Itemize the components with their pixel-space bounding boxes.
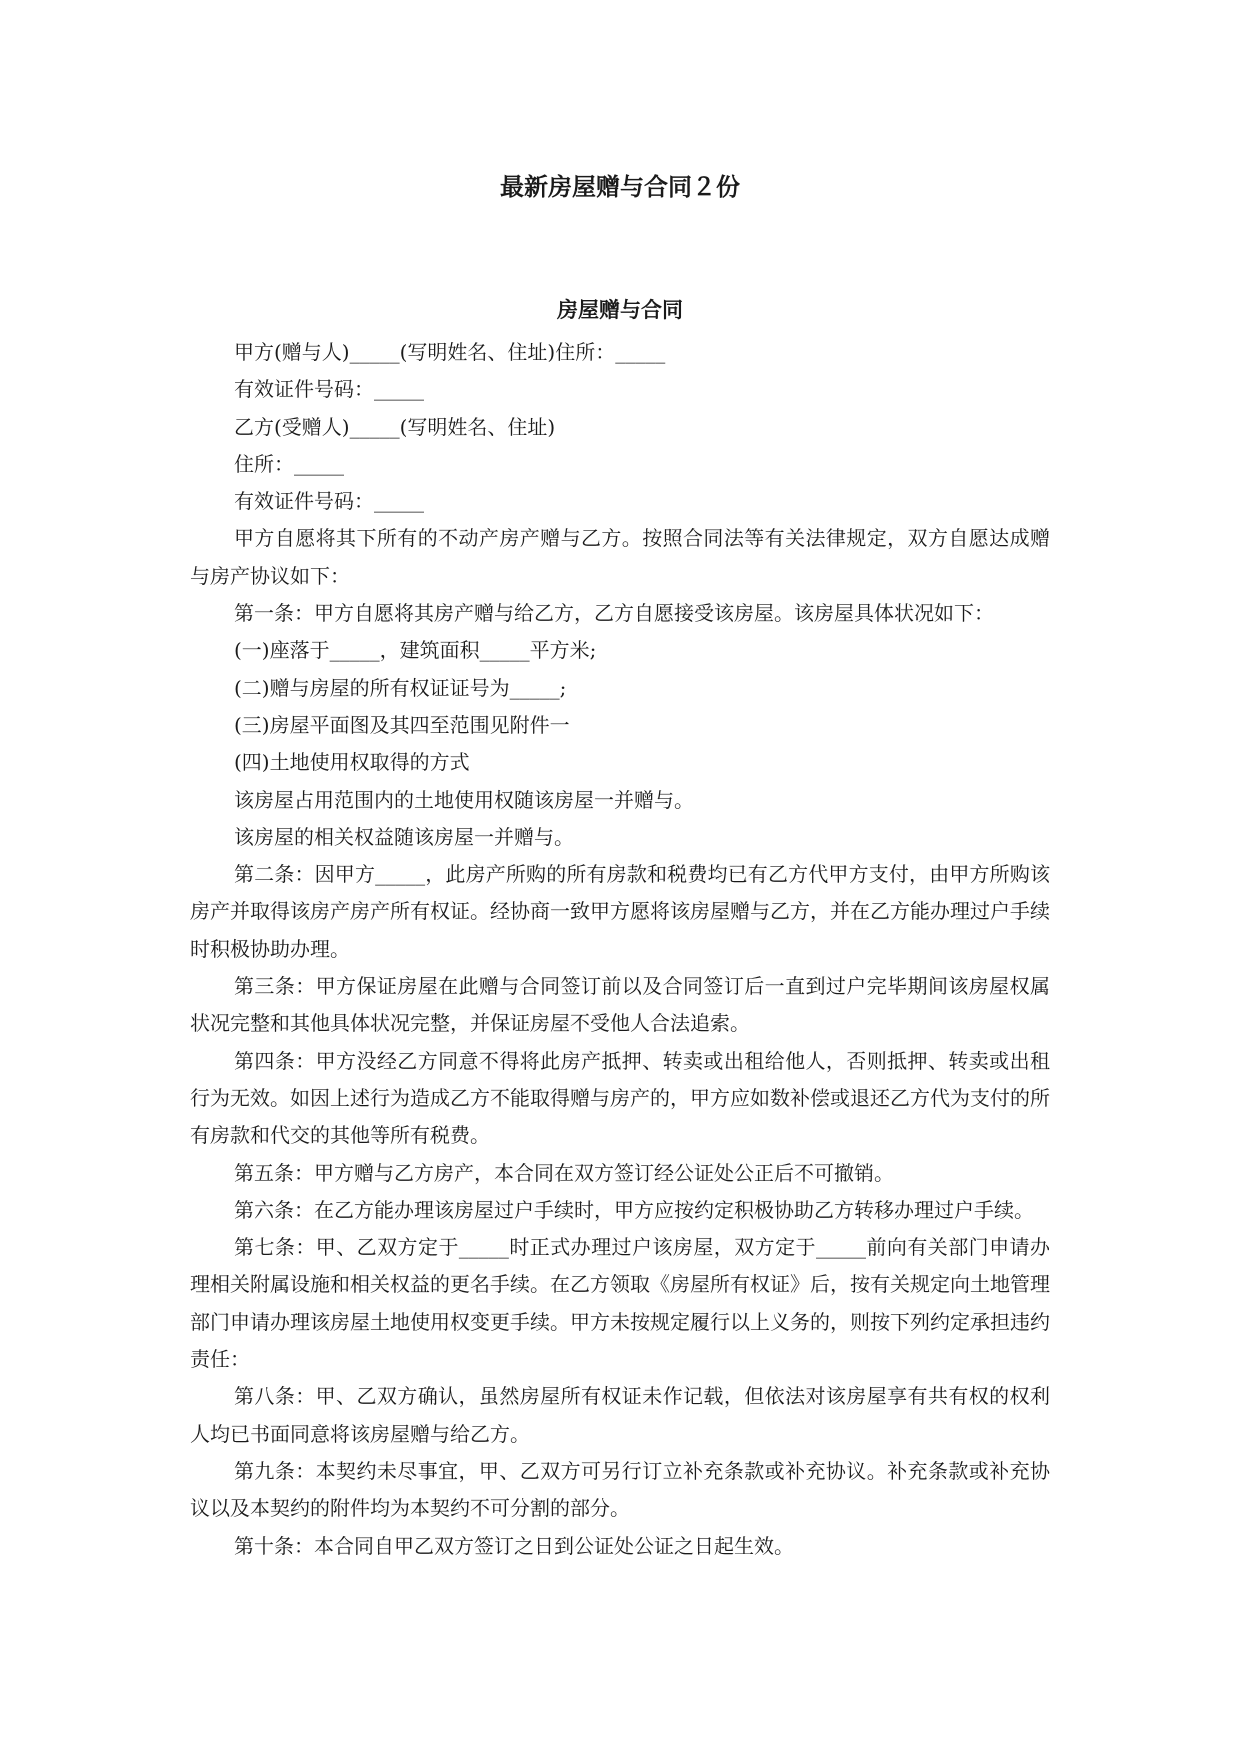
article-1: 第一条：甲方自愿将其房产赠与给乙方，乙方自愿接受该房屋。该房屋具体状况如下： xyxy=(234,601,994,626)
article-5: 第五条：甲方赠与乙方房产，本合同在双方签订经公证处公正后不可撤销。 xyxy=(234,1160,894,1185)
document-title: 最新房屋赠与合同２份 xyxy=(500,173,740,201)
party-a-id-line: 有效证件号码：_____ xyxy=(234,377,424,402)
related-rights-line: 该房屋的相关权益随该房屋一并赠与。 xyxy=(234,824,574,849)
preamble-paragraph: 甲方自愿将其下所有的不动产房产赠与乙方。按照合同法等有关法律规定，双方自愿达成赠与房产协议如下： xyxy=(190,526,1050,588)
article-1-item-4: (四)土地使用权取得的方式 xyxy=(234,750,470,775)
article-10: 第十条：本合同自甲乙双方签订之日到公证处公证之日起生效。 xyxy=(234,1533,794,1558)
contract-body xyxy=(190,334,1050,1565)
article-3: 第三条：甲方保证房屋在此赠与合同签订前以及合同签订后一直到过户完毕期间该房屋权属状况完整和其他具体状况完整，并保证房屋不受他人合法追索。 xyxy=(190,974,1050,1036)
article-1-item-3: (三)房屋平面图及其四至范围见附件一 xyxy=(234,712,570,737)
article-6: 第六条：在乙方能办理该房屋过户手续时，甲方应按约定积极协助乙方转移办理过户手续。 xyxy=(234,1197,1034,1222)
section-title: 房屋赠与合同 xyxy=(557,297,683,322)
article-9: 第九条：本契约未尽事宜，甲、乙双方可另行订立补充条款或补充协议。补充条款或补充协议以及本契约的附件均为本契约不可分割的部分。 xyxy=(190,1458,1050,1521)
party-a-line: 甲方(赠与人)_____(写明姓名、住址)住所：_____ xyxy=(234,340,666,364)
party-b-id-line: 有效证件号码：_____ xyxy=(234,489,424,514)
article-4: 第四条：甲方没经乙方同意不得将此房产抵押、转卖或出租给他人，否则抵押、转卖或出租行为无效。如因上述行为造成乙方不能取得赠与房产的，甲方应如数补偿或退还乙方代为支付的所有房款和代交的其他等所有税费。 xyxy=(190,1048,1050,1148)
party-b-line: 乙方(受赠人)_____(写明姓名、住址) xyxy=(234,414,556,439)
article-2: 第二条：因甲方_____，此房产所购的所有房款和税费均已有乙方代甲方支付，由甲方所购该房产并取得该房产房产所有权证。经协商一致甲方愿将该房屋赠与乙方，并在乙方能办理过户手续时积极协助办理。 xyxy=(190,862,1050,961)
land-use-right-line: 该房屋占用范围内的土地使用权随该房屋一并赠与。 xyxy=(234,787,694,812)
article-1-item-1: (一)座落于_____，建筑面积_____平方米; xyxy=(234,638,597,663)
article-7: 第七条：甲、乙双方定于_____时正式办理过户该房屋，双方定于_____前向有关部门申请办理相关附属设施和相关权益的更名手续。在乙方领取《房屋所有权证》后，按有关规定向土地管理部门申请办理该房屋土地使用权变更手续。甲方未按规定履行以上义务的，则按下列约定承担违约责任： xyxy=(190,1235,1050,1372)
party-b-address-line: 住所：_____ xyxy=(234,451,344,476)
article-1-item-2: (二)赠与房屋的所有权证证号为_____; xyxy=(234,675,567,700)
article-8: 第八条：甲、乙双方确认，虽然房屋所有权证未作记载，但依法对该房屋享有共有权的权利人均已书面同意将该房屋赠与给乙方。 xyxy=(190,1384,1050,1446)
